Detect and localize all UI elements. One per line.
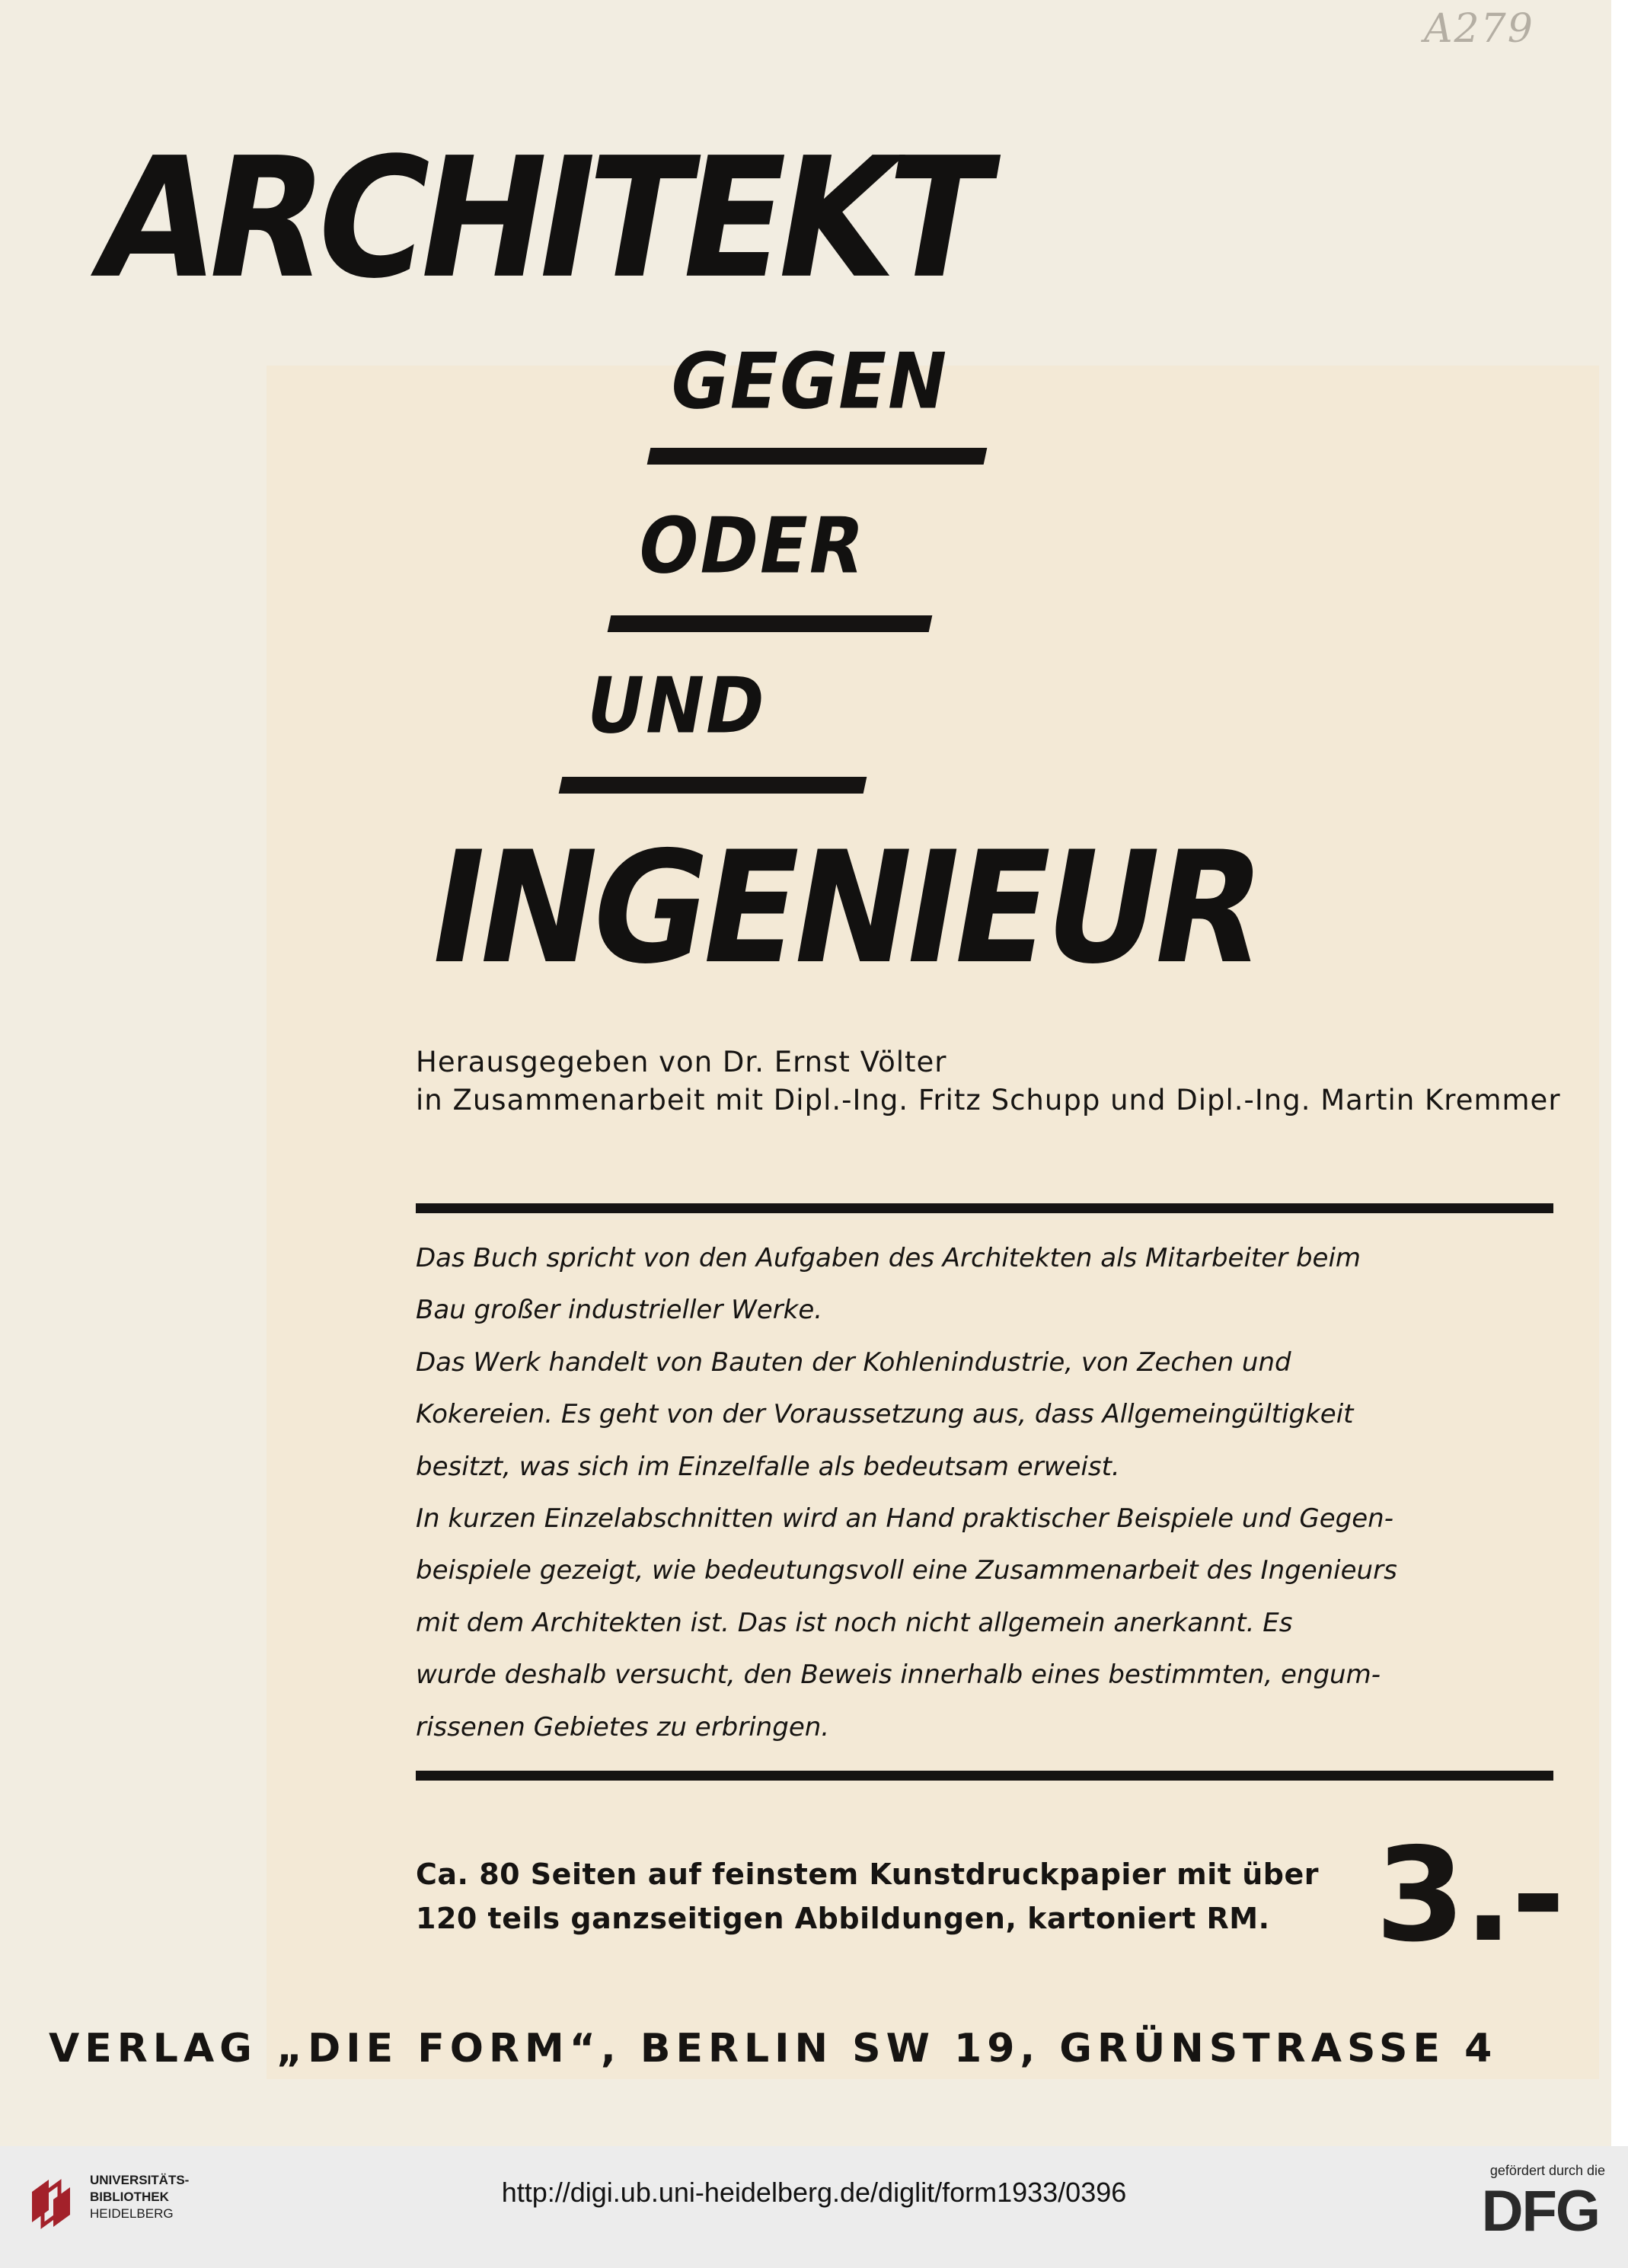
pencil-annotation: A279 <box>1424 6 1534 52</box>
editor-line: Herausgegeben von Dr. Ernst Völter <box>416 1046 947 1078</box>
description-line: wurde deshalb versucht, den Beweis innerhalb eines bestimmten, engum- <box>416 1659 1381 1691</box>
description-line: Bau großer industrieller Werke. <box>416 1295 823 1326</box>
divider-bar <box>559 777 867 794</box>
headline-architekt: ARCHITEKT <box>82 121 1000 315</box>
description-line: Das Werk handelt von Bauten der Kohlenindustrie, von Zechen und <box>416 1346 1291 1378</box>
funding-note: gefördert durch die <box>1489 2163 1605 2178</box>
divider-bar <box>608 615 933 632</box>
description-line: Kokereien. Es geht von der Voraussetzung aus, dass Allgemeingültigkeit <box>416 1399 1354 1430</box>
offer-details <box>416 1852 1319 1941</box>
price: 3.- <box>1375 1820 1564 1971</box>
description-line: rissenen Gebietes zu erbringen. <box>416 1711 830 1743</box>
source-url[interactable]: http://digi.ub.uni-heidelberg.de/diglit/form1933/0396 <box>501 2177 1127 2208</box>
horizontal-rule <box>416 1203 1553 1213</box>
editor-credits <box>416 1043 1561 1120</box>
description-line: beispiele gezeigt, wie bedeutungsvoll eine Zusammenarbeit des Ingenieurs <box>416 1555 1397 1586</box>
horizontal-rule <box>416 1771 1553 1781</box>
book-description <box>416 1232 1553 1753</box>
headline-ingenieur: INGENIEUR <box>417 819 1275 998</box>
publisher-address: VERLAG „DIE FORM“, BERLIN SW 19, GRÜNSTRASSE 4 <box>49 2026 1498 2072</box>
page-edge <box>1611 0 1628 2146</box>
editor-line: in Zusammenarbeit mit Dipl.-Ing. Fritz Schupp und Dipl.-Ing. Martin Kremmer <box>416 1084 1561 1116</box>
description-line: besitzt, was sich im Einzelfalle als bedeutsam erweist. <box>416 1451 1120 1482</box>
library-name-line: HEIDELBERG <box>90 2206 174 2221</box>
description-line: mit dem Architekten ist. Das ist noch nicht allgemein anerkannt. Es <box>416 1607 1293 1638</box>
offer-line: 120 teils ganzseitigen Abbildungen, kartoniert RM. <box>416 1902 1270 1935</box>
funder-logo: DFG <box>1481 2179 1599 2244</box>
description-line: Das Buch spricht von den Aufgaben des Architekten als Mitarbeiter beim <box>416 1243 1361 1273</box>
headline-oder: ODER <box>630 501 873 591</box>
description-line: In kurzen Einzelabschnitten wird an Hand praktischer Beispiele und Gegen- <box>416 1503 1393 1535</box>
library-name-line: BIBLIOTHEK <box>90 2190 169 2204</box>
headline-und: UND <box>579 661 774 751</box>
offer-line: Ca. 80 Seiten auf feinstem Kunstdruckpapier mit über <box>416 1858 1319 1891</box>
headline-gegen: GEGEN <box>662 337 956 426</box>
library-name-line: UNIVERSITÄTS- <box>90 2173 190 2187</box>
divider-bar <box>647 448 988 465</box>
